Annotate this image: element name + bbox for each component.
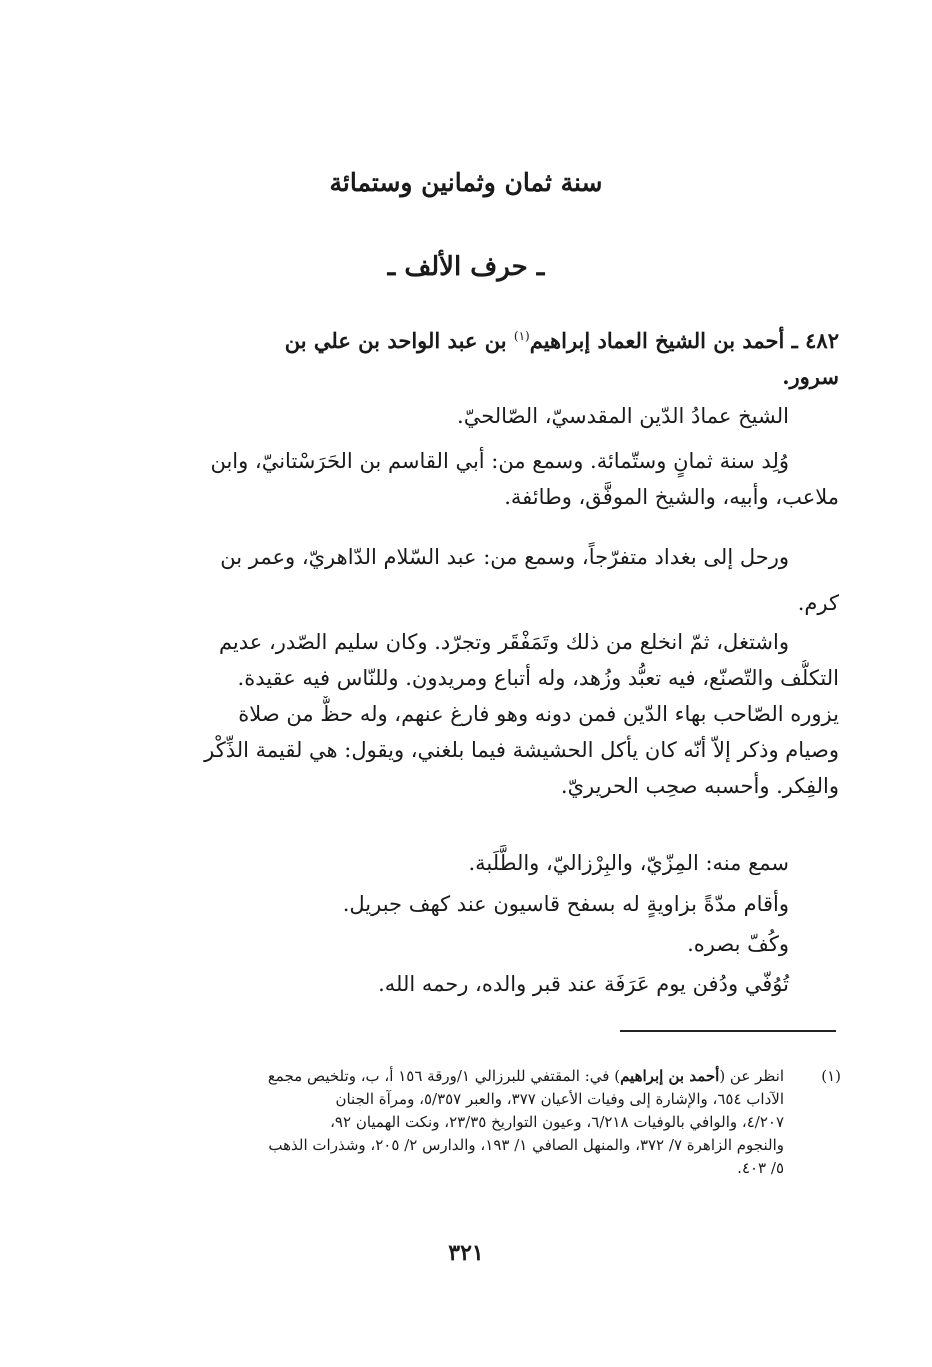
footnote-subject-name: أحمد بن إبراهيم <box>620 1067 720 1085</box>
entry-heading-line-1 <box>99 318 839 359</box>
section-heading: ـ حرف الألف ـ <box>387 252 545 282</box>
entry-name-continued: بن عبد الواحد بن علي بن <box>284 328 514 353</box>
footnote-body <box>99 1065 784 1180</box>
text-line: والفِكر. وأحسبه صحِب الحريريّ. <box>560 774 839 798</box>
text-line: سمع منه: المِزّيّ، والبِرْزاليّ، والطَّلَبة. <box>468 851 789 875</box>
footnote-marker: (١) <box>513 329 530 343</box>
text-line: واشتغل، ثمّ انخلع من ذلك وتَمَفْقَر وتجرّد. وكان سليم الصّدر، عديم <box>218 630 789 654</box>
paragraph-4 <box>99 624 839 804</box>
text-line: وُلِد سنة ثمانٍ وستّمائة. وسمع من: أبي القاسم بن الحَرَسْتانيّ، وابن <box>210 449 789 473</box>
text-line: وكُفّ بصره. <box>687 932 789 956</box>
text-line: يزوره الصّاحب بهاء الدّين فمن دونه وهو فارغ عنهم، وله حظٌّ من صلاة <box>238 702 839 726</box>
entry-heading <box>99 318 839 395</box>
text-line: كرم. <box>797 591 839 615</box>
text-line: ورحل إلى بغداد متفرّجاً، وسمع من: عبد السّلام الدّاهريّ، وعمر بن <box>220 545 789 569</box>
footnote-line: والنجوم الزاهرة ٧/ ٣٧٢، والمنهل الصافي ١/ ١٩٣، والدارس ٢/ ٢٠٥، وشذرات الذهب <box>268 1136 784 1154</box>
paragraph-6 <box>99 886 839 922</box>
footnote-line <box>99 1065 784 1088</box>
paragraph-8 <box>99 966 839 1002</box>
page-number: ٣٢١ <box>448 1240 484 1266</box>
text-line: التكلُّف والتّصنّع، فيه تعبُّد وزُهد، وله أتباع ومريدون. وللنّاس فيه عقيدة. <box>237 666 839 690</box>
footnote-line: ٥/ ٤٠٣. <box>737 1159 784 1177</box>
paragraph-5 <box>99 845 839 881</box>
paragraph-3 <box>99 539 839 621</box>
footnote <box>99 1065 839 1180</box>
footnote-lead: انظر عن ( <box>719 1067 784 1085</box>
footnote-divider <box>620 1030 836 1032</box>
text-line: ملاعب، وأبيه، والشيخ الموفَّق، وطائفة. <box>504 485 839 509</box>
footnote-line: ٤/٢٠٧، والوافي بالوفيات ٦/٢١٨، وعيون التواريخ ٢٣/٣٥، ونكت الهميان ٩٢، <box>330 1113 784 1131</box>
footnote-number: (١) <box>821 1067 841 1085</box>
entry-name: ٤٨٢ ـ أحمد بن الشيخ العماد إبراهيم <box>529 328 839 353</box>
paragraph-7 <box>99 926 839 962</box>
paragraph-2 <box>99 443 839 515</box>
text-line: الشيخ عمادُ الدّين المقدسيّ، الصّالحيّ. <box>457 404 789 428</box>
text-line: تُوُفّي ودُفن يوم عَرَفَة عند قبر والده، رحمه الله. <box>378 972 789 996</box>
entry-heading-line-2: سرور. <box>782 364 839 389</box>
footnote-line: الآداب ٦٥٤، والإشارة إلى وفيات الأعيان ٣٧٧، والعبر ٥/٣٥٧، ومرآة الجنان <box>335 1090 784 1108</box>
footnote-line-rest: ) في: المقتفي للبرزالي ١/ورقة ١٥٦ أ، ب، وتلخيص مجمع <box>267 1067 621 1085</box>
text-line: وصيام وذكر إلاّ أنّه كان يأكل الحشيشة فيما بلغني، ويقول: هي لقيمة الذِّكْر <box>204 738 839 762</box>
year-title: سنة ثمان وثمانين وستمائة <box>329 168 603 197</box>
paragraph-1 <box>99 398 839 434</box>
text-line: وأقام مدّةً بزاويةٍ له بسفح قاسيون عند كهف جبريل. <box>342 892 789 916</box>
